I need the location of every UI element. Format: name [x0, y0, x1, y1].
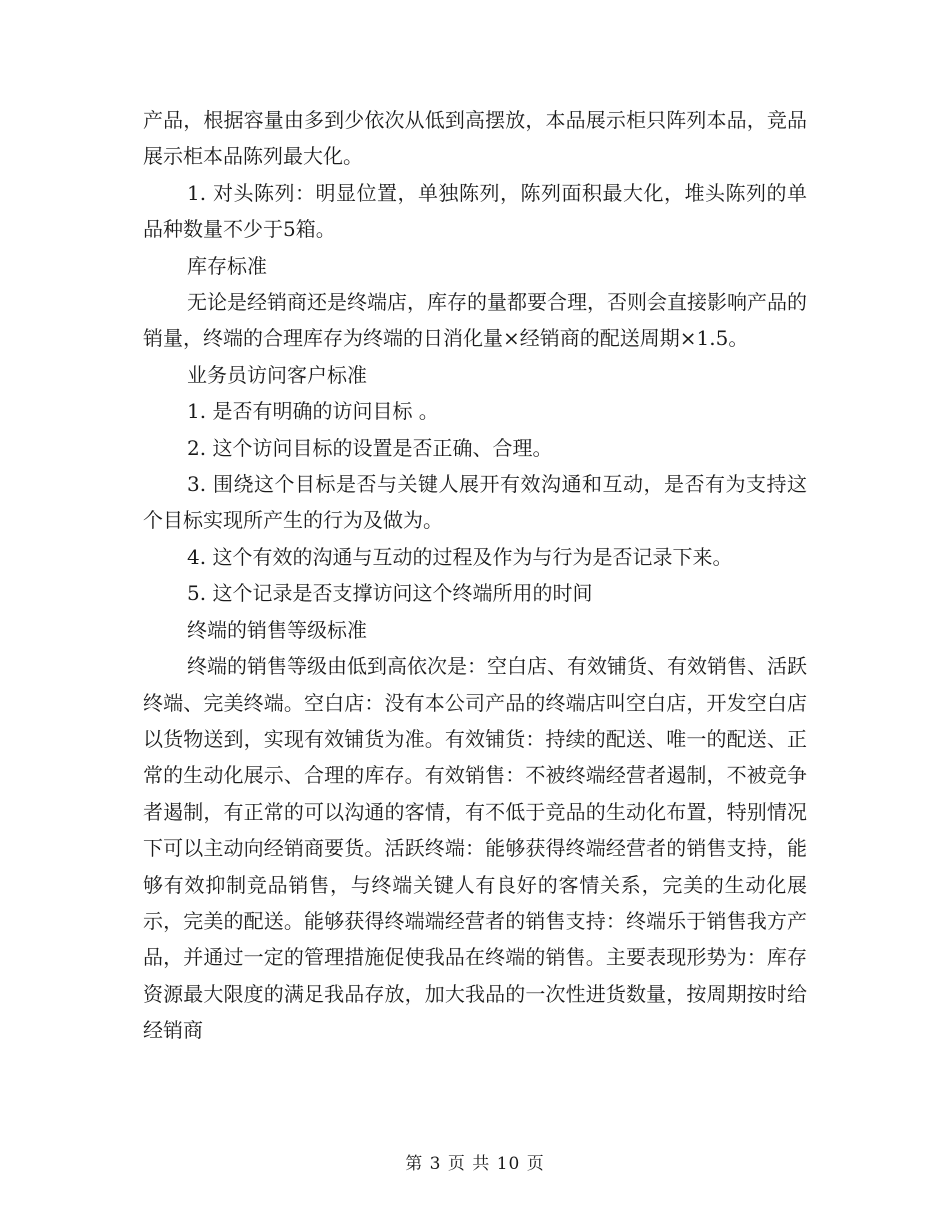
list-item: 5. 这个记录是否支撑访问这个终端所用的时间: [187, 581, 593, 606]
list-item: 4. 这个有效的沟通与互动的过程及作为与行为是否记录下来。: [187, 544, 733, 569]
paragraph: 无论是经销商还是终端店，库存的量都要合理，否则会直接影响产品的销量，终端的合理库存为终端的日消化量×经销商的配送周期×1.5。: [143, 290, 807, 351]
document-body: [143, 102, 807, 1049]
paragraph: 1. 对头陈列：明显位置，单独陈列，陈列面积最大化，堆头陈列的单品种数量不少于5箱。: [143, 180, 807, 242]
section-heading: 业务员访问客户标准: [187, 362, 367, 387]
section-heading: 终端的销售等级标准: [187, 617, 367, 642]
section-heading: 库存标准: [187, 253, 267, 278]
paragraph: 产品，根据容量由多到少依次从低到高摆放，本品展示柜只阵列本品，竞品展示柜本品陈列最大化。: [143, 108, 807, 169]
page-number-footer: 第 3 页 共 10 页: [405, 1154, 545, 1174]
list-item: 1. 是否有明确的访问目标 。: [187, 399, 439, 424]
list-item: 3. 围绕这个目标是否与关键人展开有效沟通和互动，是否有为支持这个目标实现所产生的行为及做为。: [143, 472, 807, 533]
paragraph: 终端的销售等级由低到高依次是：空白店、有效铺货、有效销售、活跃终端、完美终端。空白店：没有本公司产品的终端店叫空白店，开发空白店以货物送到，实现有效铺货为准。有效铺货：持续的配送、唯一的配送、正常的生动化展示、合理的库存。有效销售：不被终端经营者遏制，不被竞争者遏制，有正常的可以沟通的客情，有不低于竞品的生动化布置，特别情况下可以主动向经销商要货。活跃终端：能够获得终端经营者的销售支持，能够有效抑制竞品销售，与终端关键人有良好的客情关系，完美的生动化展示，完美的配送。能够获得终端端经营者的销售支持：终端乐于销售我方产品，并通过一定的管理措施促使我品在终端的销售。主要表现形势为：库存资源最大限度的满足我品存放，加大我品的一次性进货数量，按周期按时给经销商: [143, 654, 807, 1043]
list-item: 2. 这个访问目标的设置是否正确、合理。: [187, 435, 553, 460]
